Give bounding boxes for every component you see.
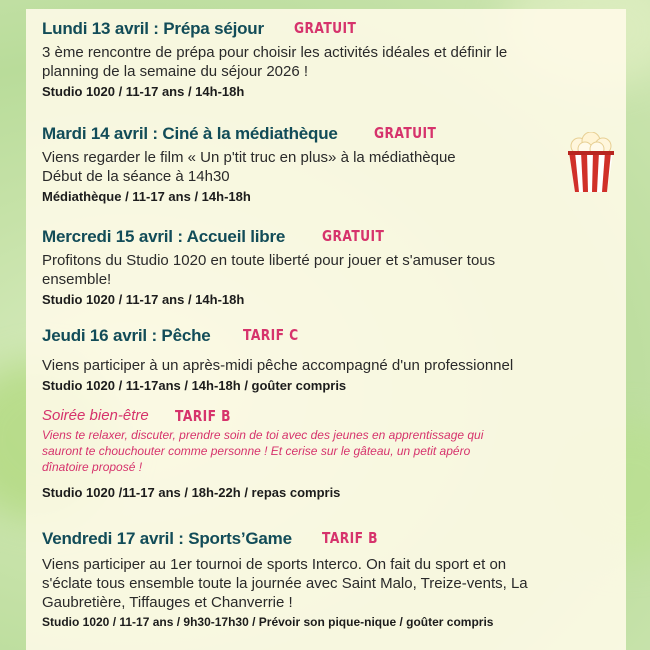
event-info: Studio 1020 /11-17 ans / 18h-22h / repas compris [42,485,341,500]
event-description: ensemble! [42,271,112,288]
event-item [42,227,617,307]
event-info: Studio 1020 / 11-17ans / 14h-18h / goûter compris [42,378,347,393]
event-description: Début de la séance à 14h30 [42,168,230,185]
event-title: Vendredi 17 avril : Sports’Game [42,529,292,548]
price-tag: TARIF B [175,407,231,425]
event-info: Studio 1020 / 11-17 ans / 14h-18h [42,84,245,99]
event-description: Viens regarder le film « Un p'tit truc en plus» à la médiathèque [42,149,456,166]
event-title: Mercredi 15 avril : Accueil libre [42,227,286,246]
price-tag: GRATUIT [294,19,357,37]
event-title: Lundi 13 avril : Prépa séjour [42,19,264,38]
event-info: Studio 1020 / 11-17 ans / 14h-18h [42,292,245,307]
schedule-card [26,9,626,650]
event-description: s'éclate tous ensemble toute la journée avec Saint Malo, Treize-vents, La [42,575,528,592]
event-description: planning de la semaine du séjour 2026 ! [42,63,309,80]
event-item [42,326,617,393]
event-item [42,124,617,204]
event-item [42,19,617,99]
event-description: Viens te relaxer, discuter, prendre soin de toi avec des jeunes en apprentissage qui [42,428,484,442]
price-tag: GRATUIT [374,124,437,142]
event-description: 3 ème rencontre de prépa pour choisir les activités idéales et définir le [42,44,508,61]
event-info: Médiathèque / 11-17 ans / 14h-18h [42,189,251,204]
event-title: Mardi 14 avril : Ciné à la médiathèque [42,124,338,143]
event-description: sauront te chouchouter comme personne ! Et cerise sur le gâteau, un petit apéro [42,444,471,458]
event-description: Profitons du Studio 1020 en toute liberté pour jouer et s'amuser tous [42,252,496,269]
price-tag: GRATUIT [322,227,385,245]
event-description: Viens participer à un après-midi pêche accompagné d'un professionnel [42,357,514,374]
event-description: dînatoire proposé ! [42,460,143,474]
price-tag: TARIF C [243,326,299,344]
event-info: Studio 1020 / 11-17 ans / 9h30-17h30 / Prévoir son pique-nique / goûter compris [42,615,494,629]
popcorn-icon [565,132,617,199]
price-tag: TARIF B [322,529,378,547]
event-description: Gaubretière, Tiffauges et Chanverrie ! [42,594,293,611]
event-item [42,529,617,629]
event-description: Viens participer au 1er tournoi de sports Interco. On fait du sport et on [42,556,507,573]
event-title: Soirée bien-être [42,407,149,424]
event-title: Jeudi 16 avril : Pêche [42,326,211,345]
event-item [42,407,617,500]
